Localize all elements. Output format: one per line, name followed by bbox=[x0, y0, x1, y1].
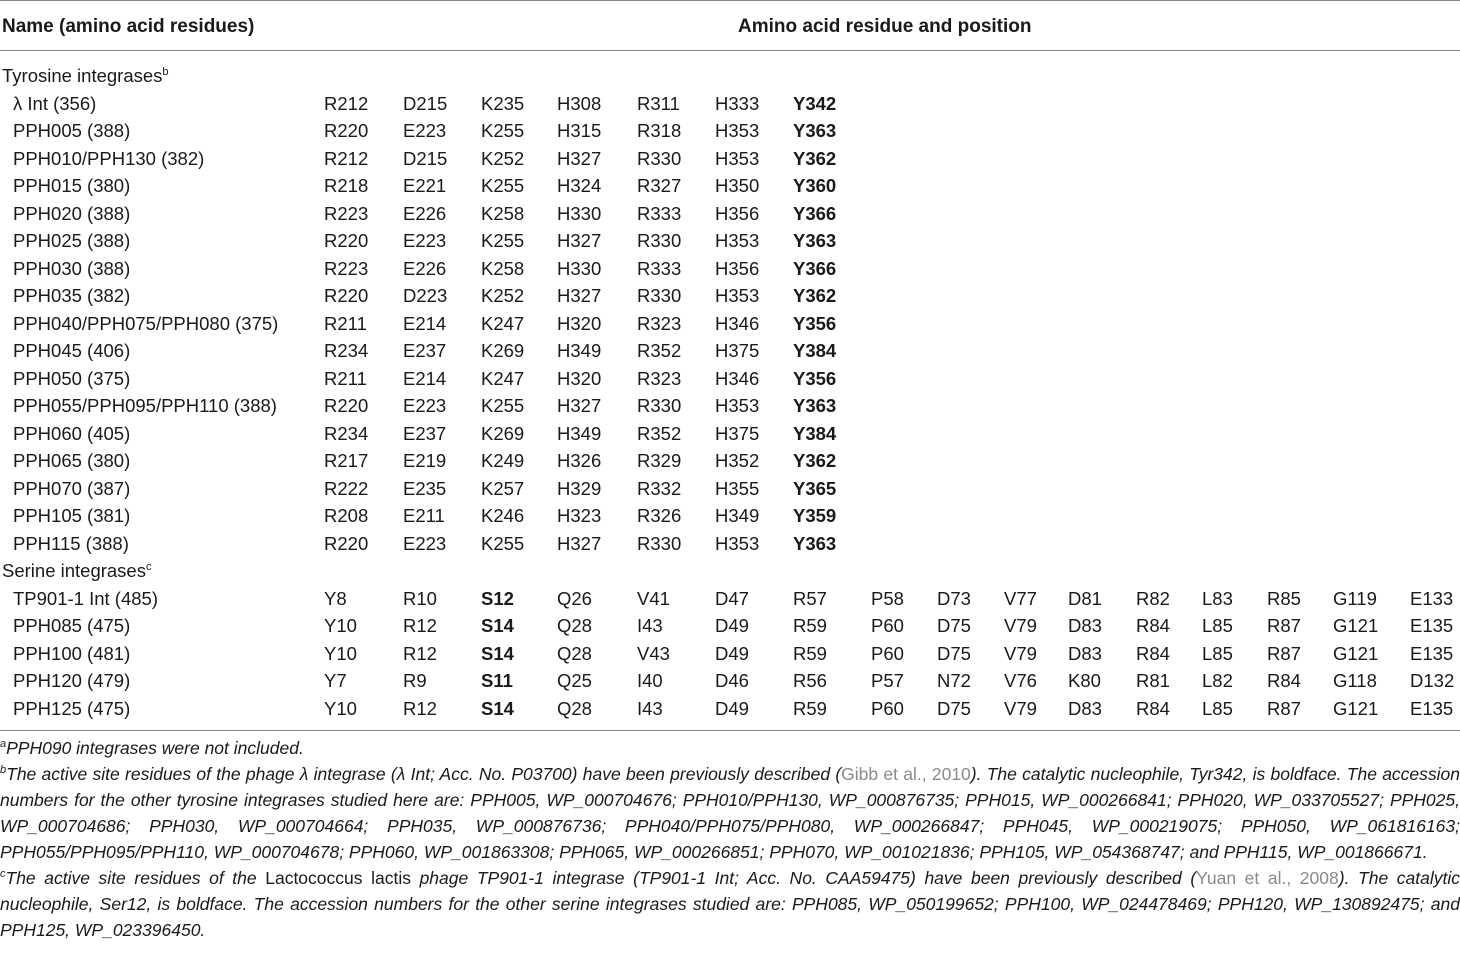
residue-cell: R12 bbox=[403, 642, 437, 664]
integrase-name: PPH010/PPH130 (382) bbox=[13, 147, 205, 169]
residue-cell: D223 bbox=[403, 285, 448, 306]
residue-cell: E214 bbox=[403, 367, 447, 389]
residue-cell: E223 bbox=[403, 395, 447, 416]
residue-cell: H327 bbox=[557, 532, 602, 554]
nucleophile-residue: S12 bbox=[481, 587, 514, 609]
residue-cell: K246 bbox=[481, 505, 525, 526]
footnote-a bbox=[0, 735, 1460, 761]
header-residue-column: Amino acid residue and position bbox=[738, 16, 1032, 37]
residue-cell: R327 bbox=[637, 175, 682, 196]
integrase-name: PPH100 (481) bbox=[13, 642, 131, 664]
table-row bbox=[0, 667, 1460, 695]
footnote-b-text-pre: The active site residues of the phage λ integrase (λ Int; Acc. No. P03700) have been previously described ( bbox=[6, 764, 842, 784]
residue-cell: L85 bbox=[1202, 615, 1233, 636]
residue-cell: R85 bbox=[1267, 587, 1301, 609]
residue-cell: R82 bbox=[1136, 587, 1170, 609]
residue-cell: D83 bbox=[1068, 697, 1102, 719]
residue-cell: R326 bbox=[637, 505, 682, 526]
table-row bbox=[0, 255, 1460, 283]
residue-cell: R318 bbox=[637, 120, 682, 141]
residue-cell: R87 bbox=[1267, 697, 1301, 719]
residue-cell: R330 bbox=[637, 285, 682, 306]
footnote-c-text-pre2: phage TP901-1 integrase (TP901-1 Int; Acc. No. CAA59475) have been previously described ( bbox=[410, 868, 1197, 888]
group-footnote-marker: b bbox=[162, 66, 169, 78]
residue-cell: G118 bbox=[1333, 670, 1377, 691]
residue-cell: K258 bbox=[481, 202, 525, 224]
residue-cell: V79 bbox=[1004, 615, 1037, 636]
residue-cell: K249 bbox=[481, 450, 525, 471]
table-row bbox=[0, 585, 1460, 613]
residue-cell: L83 bbox=[1202, 587, 1233, 609]
residue-cell: H356 bbox=[715, 202, 760, 224]
residue-cell: R220 bbox=[324, 230, 369, 251]
residue-cell: V76 bbox=[1004, 670, 1037, 691]
residue-cell: R333 bbox=[637, 257, 682, 279]
residue-cell: V43 bbox=[637, 642, 670, 664]
residue-cell: R333 bbox=[637, 202, 682, 224]
footnote-c-marker: c bbox=[0, 868, 6, 880]
residue-cell: Q25 bbox=[557, 670, 592, 691]
footnote-c-text-pre1: The active site residues of the bbox=[5, 868, 266, 888]
table-row bbox=[0, 640, 1460, 668]
residue-cell: Y10 bbox=[324, 697, 357, 719]
residue-cell: H346 bbox=[715, 367, 760, 389]
table-row bbox=[0, 475, 1460, 503]
group-label-text: Tyrosine integrases bbox=[2, 65, 163, 86]
residue-cell: E133 bbox=[1410, 587, 1454, 609]
residue-cell: K80 bbox=[1068, 670, 1101, 691]
residue-cell: R220 bbox=[324, 285, 369, 306]
residue-cell: D49 bbox=[715, 642, 749, 664]
residue-cell: H315 bbox=[557, 120, 602, 141]
residue-cell: Q28 bbox=[557, 642, 592, 664]
residue-cell: H349 bbox=[715, 505, 760, 526]
table-row bbox=[0, 447, 1460, 475]
residue-cell: H327 bbox=[557, 285, 602, 306]
tyrosine-group-heading bbox=[0, 62, 1460, 90]
residue-cell: H349 bbox=[557, 340, 602, 361]
residue-cell: R220 bbox=[324, 120, 369, 141]
residue-cell: H353 bbox=[715, 285, 760, 306]
nucleophile-residue: Y366 bbox=[793, 257, 837, 279]
footnote-b-citation-link[interactable]: Gibb et al., 2010 bbox=[841, 764, 971, 784]
residue-cell: R217 bbox=[324, 450, 369, 471]
group-label bbox=[2, 62, 169, 90]
residue-cell: R84 bbox=[1267, 670, 1301, 691]
footnote-c-text-post: ). The catalytic nucleophile, Ser12, is boldface. The accession numbers for the other serine integrases studied are: PPH085, WP_050199652; PPH100, WP_024478469; PPH120, WP_130892475; and PPH125, WP_023396450. bbox=[0, 868, 1460, 940]
integrase-name: PPH115 (388) bbox=[13, 532, 129, 554]
residue-cell: H353 bbox=[715, 147, 760, 169]
residue-cell: R212 bbox=[324, 92, 369, 114]
residue-cell: E135 bbox=[1410, 697, 1454, 719]
integrase-name: PPH085 (475) bbox=[13, 615, 131, 636]
integrase-name: PPH045 (406) bbox=[13, 340, 131, 361]
residue-cell: Y10 bbox=[324, 615, 357, 636]
residue-cell: R212 bbox=[324, 147, 369, 169]
integrase-name: PPH055/PPH095/PPH110 (388) bbox=[13, 395, 277, 416]
residue-cell: K255 bbox=[481, 532, 525, 554]
residue-cell: R59 bbox=[793, 615, 827, 636]
residue-cell: K247 bbox=[481, 367, 525, 389]
group-label-text: Serine integrases bbox=[2, 560, 146, 581]
residue-cell: P60 bbox=[871, 642, 904, 664]
residue-cell: G121 bbox=[1333, 615, 1379, 636]
residue-cell: H353 bbox=[715, 230, 760, 251]
residue-cell: E214 bbox=[403, 312, 447, 334]
residue-cell: R352 bbox=[637, 340, 682, 361]
nucleophile-residue: Y362 bbox=[793, 450, 837, 471]
residue-cell: H323 bbox=[557, 505, 602, 526]
bottom-rule bbox=[0, 730, 1460, 731]
table-row bbox=[0, 310, 1460, 338]
residue-cell: H327 bbox=[557, 147, 602, 169]
footnote-b-text-post: ). The catalytic nucleophile, Tyr342, is boldface. The accession numbers for the other tyrosine integrases studied here are: PPH005, WP_000704676; PPH010/PPH130, WP_000876735; PPH015, WP_000266841; PPH020, WP_033705527; PPH025, WP_000704686; PPH030, WP_000704664; PPH035, WP_000876736; PPH040/PPH075/PPH080, WP_000266847; PPH045, WP_000219075; PPH050, WP_061816163; PPH055/PPH095/PPH110, WP_000704678; PPH060, WP_001863308; PPH065, WP_000266851; PPH070, WP_001021836; PPH105, WP_054368747; and PPH115, WP_001866671. bbox=[0, 764, 1460, 862]
residue-cell: K258 bbox=[481, 257, 525, 279]
nucleophile-residue: Y356 bbox=[793, 367, 837, 389]
integrase-name: λ Int (356) bbox=[13, 92, 97, 114]
header-rule bbox=[0, 50, 1460, 51]
nucleophile-residue: Y366 bbox=[793, 202, 837, 224]
residue-cell: R10 bbox=[403, 587, 437, 609]
table-row bbox=[0, 530, 1460, 558]
residue-cell: E135 bbox=[1410, 642, 1454, 664]
residue-cell: R330 bbox=[637, 230, 682, 251]
integrase-name: PPH120 (479) bbox=[13, 670, 131, 691]
footnote-b-marker: b bbox=[0, 764, 7, 776]
residue-cell: R234 bbox=[324, 340, 369, 361]
integrase-name: PPH005 (388) bbox=[13, 120, 131, 141]
residue-cell: K255 bbox=[481, 175, 525, 196]
residue-cell: E223 bbox=[403, 532, 447, 554]
residue-cell: H327 bbox=[557, 230, 602, 251]
integrase-name: PPH040/PPH075/PPH080 (375) bbox=[13, 312, 279, 334]
integrase-name: PPH125 (475) bbox=[13, 697, 131, 719]
residue-cell: R323 bbox=[637, 367, 682, 389]
footnote-c-species: Lactococcus lactis bbox=[265, 868, 411, 888]
integrase-name: PPH065 (380) bbox=[13, 450, 131, 471]
table-row bbox=[0, 200, 1460, 228]
residue-cell: L85 bbox=[1202, 697, 1233, 719]
residue-cell: R59 bbox=[793, 642, 827, 664]
header-name-column: Name (amino acid residues) bbox=[2, 16, 255, 37]
nucleophile-residue: Y365 bbox=[793, 477, 837, 499]
nucleophile-residue: Y363 bbox=[793, 532, 837, 554]
residue-cell: H356 bbox=[715, 257, 760, 279]
residue-cell: V79 bbox=[1004, 642, 1037, 664]
residue-cell: L85 bbox=[1202, 642, 1233, 664]
residue-cell: R211 bbox=[324, 367, 367, 389]
integrase-name: PPH015 (380) bbox=[13, 175, 131, 196]
residue-cell: D75 bbox=[937, 615, 971, 636]
residue-cell: I40 bbox=[637, 670, 663, 691]
residue-cell: R330 bbox=[637, 395, 682, 416]
footnote-c-citation-link[interactable]: Yuan et al., 2008 bbox=[1196, 868, 1339, 888]
footnote-a-text: PPH090 integrases were not included. bbox=[6, 738, 304, 758]
residue-cell: H349 bbox=[557, 422, 602, 444]
table-row bbox=[0, 145, 1460, 173]
residue-cell: R218 bbox=[324, 175, 369, 196]
residue-cell: E223 bbox=[403, 230, 447, 251]
residue-cell: R311 bbox=[637, 92, 680, 114]
residue-cell: D132 bbox=[1410, 670, 1455, 691]
table-row bbox=[0, 695, 1460, 723]
table-row bbox=[0, 117, 1460, 145]
residue-cell: D83 bbox=[1068, 615, 1102, 636]
footnotes bbox=[0, 735, 1460, 943]
residue-cell: H327 bbox=[557, 395, 602, 416]
residue-cell: I43 bbox=[637, 697, 663, 719]
residue-cell: R208 bbox=[324, 505, 369, 526]
residue-cell: R330 bbox=[637, 532, 682, 554]
footnote-c bbox=[0, 865, 1460, 943]
residue-cell: K257 bbox=[481, 477, 525, 499]
residue-cell: H353 bbox=[715, 395, 760, 416]
residue-cell: R223 bbox=[324, 257, 369, 279]
residue-cell: R9 bbox=[403, 670, 427, 691]
residue-cell: H375 bbox=[715, 340, 760, 361]
nucleophile-residue: S14 bbox=[481, 615, 514, 636]
residue-cell: P60 bbox=[871, 615, 904, 636]
residue-cell: K255 bbox=[481, 230, 525, 251]
residue-cell: H333 bbox=[715, 92, 760, 114]
residue-cell: D46 bbox=[715, 670, 749, 691]
nucleophile-residue: Y362 bbox=[793, 147, 837, 169]
residue-cell: H329 bbox=[557, 477, 602, 499]
residue-cell: R330 bbox=[637, 147, 682, 169]
integrase-name: PPH030 (388) bbox=[13, 257, 131, 279]
residue-cell: D81 bbox=[1068, 587, 1102, 609]
table-row bbox=[0, 282, 1460, 310]
residue-cell: D215 bbox=[403, 92, 448, 114]
residue-cell: R329 bbox=[637, 450, 682, 471]
residue-cell: R332 bbox=[637, 477, 682, 499]
residue-cell: I43 bbox=[637, 615, 663, 636]
residue-cell: R222 bbox=[324, 477, 369, 499]
residue-cell: H375 bbox=[715, 422, 760, 444]
residue-cell: K235 bbox=[481, 92, 525, 114]
residue-cell: R352 bbox=[637, 422, 682, 444]
residue-cell: V41 bbox=[637, 587, 670, 609]
residue-cell: R87 bbox=[1267, 642, 1301, 664]
residue-cell: H352 bbox=[715, 450, 760, 471]
residue-cell: K255 bbox=[481, 120, 525, 141]
residue-cell: R81 bbox=[1136, 670, 1170, 691]
residue-cell: G121 bbox=[1333, 642, 1379, 664]
nucleophile-residue: Y384 bbox=[793, 340, 837, 361]
residue-cell: R84 bbox=[1136, 697, 1170, 719]
residue-cell: V77 bbox=[1004, 587, 1037, 609]
residue-cell: E219 bbox=[403, 450, 447, 471]
residue-cell: P57 bbox=[871, 670, 904, 691]
nucleophile-residue: Y363 bbox=[793, 120, 837, 141]
residue-cell: R12 bbox=[403, 615, 437, 636]
residue-cell: H350 bbox=[715, 175, 760, 196]
residue-cell: R87 bbox=[1267, 615, 1301, 636]
residue-cell: D49 bbox=[715, 697, 749, 719]
residue-cell: K252 bbox=[481, 285, 525, 306]
residue-cell: E211 bbox=[403, 505, 445, 526]
residue-cell: R12 bbox=[403, 697, 437, 719]
table-row bbox=[0, 365, 1460, 393]
residue-cell: D83 bbox=[1068, 642, 1102, 664]
nucleophile-residue: Y362 bbox=[793, 285, 837, 306]
residue-cell: H330 bbox=[557, 202, 602, 224]
residue-cell: R211 bbox=[324, 312, 367, 334]
table-row bbox=[0, 172, 1460, 200]
nucleophile-residue: Y342 bbox=[793, 92, 837, 114]
residue-cell: H353 bbox=[715, 120, 760, 141]
nucleophile-residue: Y363 bbox=[793, 395, 837, 416]
integrase-name: PPH050 (375) bbox=[13, 367, 131, 389]
residue-cell: K247 bbox=[481, 312, 525, 334]
residue-cell: N72 bbox=[937, 670, 971, 691]
residue-cell: V79 bbox=[1004, 697, 1037, 719]
nucleophile-residue: Y356 bbox=[793, 312, 837, 334]
residue-cell: H308 bbox=[557, 92, 602, 114]
residue-cell: D75 bbox=[937, 642, 971, 664]
residue-cell: R220 bbox=[324, 395, 369, 416]
integrase-name: PPH020 (388) bbox=[13, 202, 131, 224]
residue-cell: E226 bbox=[403, 202, 447, 224]
nucleophile-residue: S11 bbox=[481, 670, 513, 691]
residue-cell: Y7 bbox=[324, 670, 347, 691]
footnote-a-marker: a bbox=[0, 738, 7, 750]
residue-cell: Y8 bbox=[324, 587, 347, 609]
nucleophile-residue: Y359 bbox=[793, 505, 837, 526]
table-row bbox=[0, 90, 1460, 118]
integrase-name: PPH070 (387) bbox=[13, 477, 131, 499]
residue-cell: R59 bbox=[793, 697, 827, 719]
residue-cell: D215 bbox=[403, 147, 448, 169]
serine-group-heading bbox=[0, 557, 1460, 585]
residue-cell: R56 bbox=[793, 670, 827, 691]
top-rule bbox=[0, 0, 1460, 1]
integrase-name: PPH105 (381) bbox=[13, 505, 131, 526]
table-row bbox=[0, 612, 1460, 640]
integrase-name: PPH060 (405) bbox=[13, 422, 131, 444]
residue-cell: Q28 bbox=[557, 615, 592, 636]
residue-cell: P58 bbox=[871, 587, 904, 609]
residue-cell: K252 bbox=[481, 147, 525, 169]
residue-cell: H324 bbox=[557, 175, 602, 196]
residue-cell: R84 bbox=[1136, 642, 1170, 664]
residue-cell: R220 bbox=[324, 532, 369, 554]
integrase-name: PPH025 (388) bbox=[13, 230, 131, 251]
residue-cell: P60 bbox=[871, 697, 904, 719]
residue-cell: E237 bbox=[403, 340, 447, 361]
nucleophile-residue: Y384 bbox=[793, 422, 837, 444]
residue-cell: D47 bbox=[715, 587, 749, 609]
nucleophile-residue: S14 bbox=[481, 642, 514, 664]
residue-cell: E221 bbox=[403, 175, 447, 196]
residue-cell: G121 bbox=[1333, 697, 1379, 719]
residue-cell: D73 bbox=[937, 587, 971, 609]
residue-cell: R57 bbox=[793, 587, 827, 609]
residue-cell: H326 bbox=[557, 450, 602, 471]
table-row bbox=[0, 337, 1460, 365]
table-row bbox=[0, 502, 1460, 530]
residue-cell: G119 bbox=[1333, 587, 1377, 609]
integrase-name: PPH035 (382) bbox=[13, 285, 131, 306]
table-row bbox=[0, 227, 1460, 255]
group-footnote-marker: c bbox=[145, 561, 152, 573]
residue-cell: R223 bbox=[324, 202, 369, 224]
nucleophile-residue: S14 bbox=[481, 697, 514, 719]
residue-cell: E226 bbox=[403, 257, 447, 279]
residue-cell: Q28 bbox=[557, 697, 592, 719]
residue-cell: H346 bbox=[715, 312, 760, 334]
residue-cell: R234 bbox=[324, 422, 369, 444]
nucleophile-residue: Y363 bbox=[793, 230, 837, 251]
residue-cell: R323 bbox=[637, 312, 682, 334]
residue-cell: E135 bbox=[1410, 615, 1454, 636]
residue-cell: K255 bbox=[481, 395, 525, 416]
residue-cell: H330 bbox=[557, 257, 602, 279]
footnote-b bbox=[0, 761, 1460, 865]
residue-cell: E237 bbox=[403, 422, 447, 444]
residue-cell: L82 bbox=[1202, 670, 1233, 691]
residue-cell: E235 bbox=[403, 477, 447, 499]
residue-cell: H355 bbox=[715, 477, 760, 499]
table-row bbox=[0, 392, 1460, 420]
integrase-name: TP901-1 Int (485) bbox=[13, 587, 158, 609]
residue-cell: Q26 bbox=[557, 587, 592, 609]
residue-cell: H320 bbox=[557, 367, 602, 389]
residue-cell: H320 bbox=[557, 312, 602, 334]
table-row bbox=[0, 420, 1460, 448]
group-label bbox=[2, 557, 151, 585]
residue-cell: H353 bbox=[715, 532, 760, 554]
residue-cell: D75 bbox=[937, 697, 971, 719]
residue-cell: K269 bbox=[481, 422, 525, 444]
residue-cell: R84 bbox=[1136, 615, 1170, 636]
residue-cell: D49 bbox=[715, 615, 749, 636]
residue-cell: Y10 bbox=[324, 642, 357, 664]
nucleophile-residue: Y360 bbox=[793, 175, 837, 196]
residue-cell: K269 bbox=[481, 340, 525, 361]
residue-cell: E223 bbox=[403, 120, 447, 141]
